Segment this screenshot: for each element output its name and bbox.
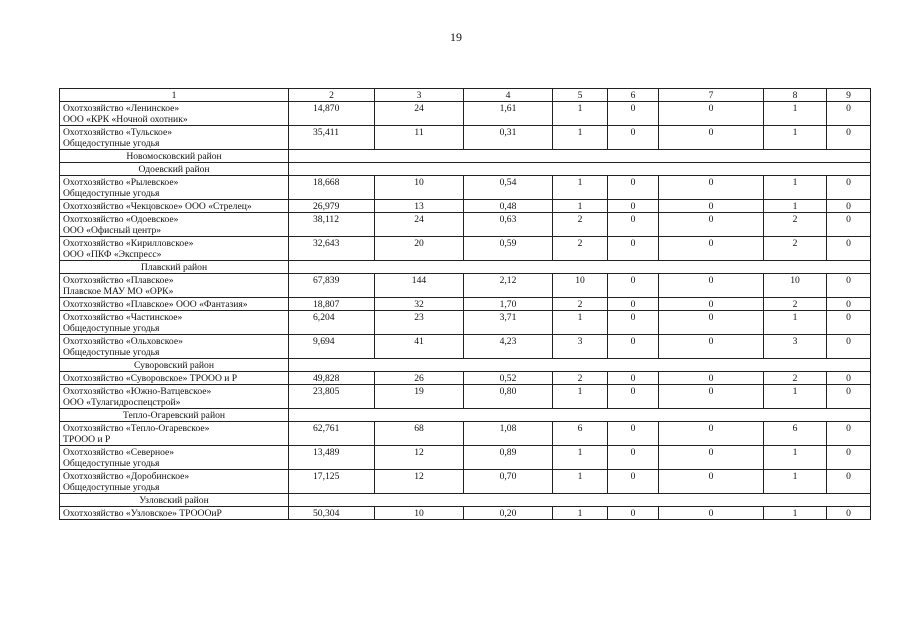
cell-col-7: 0: [659, 274, 764, 298]
cell-col-8: 6: [764, 422, 827, 446]
name-line: Охотхозяйство «Частинское»: [63, 312, 183, 323]
cell-col-5: 1: [553, 446, 608, 470]
cell-col-6: 0: [608, 126, 659, 150]
table-row: [60, 422, 871, 446]
name-line: Охотхозяйство «Северное»: [63, 447, 175, 458]
hunting-ground-name: [60, 507, 289, 520]
region-empty-cell: [289, 261, 871, 274]
cell-col-3: 13: [375, 200, 464, 213]
cell-col-9: 0: [827, 422, 871, 446]
cell-col-7: 0: [659, 470, 764, 494]
cell-col-6: 0: [608, 385, 659, 409]
cell-col-3: 32: [375, 298, 464, 311]
cell-col-4: 1,70: [464, 298, 553, 311]
cell-col-4: 0,89: [464, 446, 553, 470]
name-line: Общедоступные угодья: [63, 188, 160, 199]
cell-col-2: 17,125: [289, 470, 375, 494]
cell-col-6: 0: [608, 507, 659, 520]
cell-col-9: 0: [827, 470, 871, 494]
hunting-ground-name: [60, 126, 289, 150]
column-header-8: 8: [764, 89, 827, 102]
name-line: Охотхозяйство «Тульское»: [63, 127, 173, 138]
cell-col-9: 0: [827, 311, 871, 335]
table-row: [60, 372, 871, 385]
cell-col-7: 0: [659, 311, 764, 335]
cell-col-8: 2: [764, 237, 827, 261]
region-row: [60, 261, 871, 274]
cell-col-8: 1: [764, 446, 827, 470]
region-row: [60, 409, 871, 422]
cell-col-9: 0: [827, 507, 871, 520]
region-name: Плавский район: [60, 261, 289, 274]
cell-col-7: 0: [659, 335, 764, 359]
cell-col-5: 1: [553, 200, 608, 213]
name-line: Охотхозяйство «Чекцовское» ООО «Стрелец»: [63, 201, 252, 212]
cell-col-9: 0: [827, 126, 871, 150]
region-name: Суворовский район: [60, 359, 289, 372]
name-line: ООО «Тулагидроспецстрой»: [63, 397, 181, 408]
cell-col-2: 62,761: [289, 422, 375, 446]
table-row: [60, 126, 871, 150]
name-line: Охотхозяйство «Суворовское» ТРООО и Р: [63, 373, 238, 384]
cell-col-9: 0: [827, 385, 871, 409]
cell-col-3: 68: [375, 422, 464, 446]
cell-col-3: 12: [375, 470, 464, 494]
cell-col-8: 1: [764, 311, 827, 335]
name-line: Общедоступные угодья: [63, 138, 160, 149]
cell-col-3: 41: [375, 335, 464, 359]
cell-col-2: 38,112: [289, 213, 375, 237]
cell-col-6: 0: [608, 200, 659, 213]
cell-col-2: 14,870: [289, 102, 375, 126]
hunting-ground-name: [60, 213, 289, 237]
hunting-ground-name: [60, 298, 289, 311]
cell-col-2: 23,805: [289, 385, 375, 409]
column-header-4: 4: [464, 89, 553, 102]
cell-col-5: 6: [553, 422, 608, 446]
name-line: Плавское МАУ МО «ОРК»: [63, 286, 174, 297]
hunting-ground-name: [60, 372, 289, 385]
cell-col-4: 2,12: [464, 274, 553, 298]
name-line: Охотхозяйство «Плавское» ООО «Фантазия»: [63, 299, 248, 310]
cell-col-8: 10: [764, 274, 827, 298]
name-line: Общедоступные угодья: [63, 458, 160, 469]
cell-col-3: 23: [375, 311, 464, 335]
region-name: Новомосковский район: [60, 150, 289, 163]
cell-col-8: 1: [764, 470, 827, 494]
cell-col-5: 2: [553, 213, 608, 237]
cell-col-9: 0: [827, 372, 871, 385]
cell-col-6: 0: [608, 274, 659, 298]
cell-col-5: 2: [553, 237, 608, 261]
cell-col-6: 0: [608, 446, 659, 470]
cell-col-2: 9,694: [289, 335, 375, 359]
cell-col-4: 0,63: [464, 213, 553, 237]
cell-col-2: 18,807: [289, 298, 375, 311]
region-empty-cell: [289, 409, 871, 422]
cell-col-4: 0,31: [464, 126, 553, 150]
cell-col-8: 1: [764, 126, 827, 150]
cell-col-7: 0: [659, 176, 764, 200]
cell-col-3: 24: [375, 102, 464, 126]
cell-col-7: 0: [659, 422, 764, 446]
name-line: Общедоступные угодья: [63, 482, 160, 493]
table-row: [60, 102, 871, 126]
name-line: ООО «КРК «Ночной охотник»: [63, 114, 188, 125]
cell-col-6: 0: [608, 311, 659, 335]
hunting-ground-name: [60, 274, 289, 298]
name-line: Охотхозяйство «Одоевское»: [63, 214, 179, 225]
cell-col-2: 6,204: [289, 311, 375, 335]
page-number: 19: [450, 30, 462, 44]
cell-col-8: 1: [764, 507, 827, 520]
cell-col-9: 0: [827, 298, 871, 311]
cell-col-3: 10: [375, 507, 464, 520]
cell-col-4: 0,48: [464, 200, 553, 213]
cell-col-9: 0: [827, 274, 871, 298]
table-row: [60, 385, 871, 409]
column-header-3: 3: [375, 89, 464, 102]
cell-col-5: 10: [553, 274, 608, 298]
name-line: ООО «Офисный центр»: [63, 225, 162, 236]
region-row: [60, 359, 871, 372]
cell-col-8: 2: [764, 213, 827, 237]
table-row: [60, 176, 871, 200]
cell-col-7: 0: [659, 200, 764, 213]
cell-col-9: 0: [827, 200, 871, 213]
cell-col-5: 1: [553, 176, 608, 200]
cell-col-6: 0: [608, 213, 659, 237]
cell-col-5: 1: [553, 507, 608, 520]
cell-col-5: 1: [553, 311, 608, 335]
cell-col-5: 2: [553, 298, 608, 311]
name-line: Охотхозяйство «Тепло-Огаревское»: [63, 423, 210, 434]
hunting-ground-name: [60, 200, 289, 213]
cell-col-7: 0: [659, 213, 764, 237]
cell-col-8: 1: [764, 385, 827, 409]
cell-col-3: 10: [375, 176, 464, 200]
cell-col-2: 35,411: [289, 126, 375, 150]
table-row: [60, 298, 871, 311]
cell-col-9: 0: [827, 213, 871, 237]
cell-col-4: 0,70: [464, 470, 553, 494]
cell-col-8: 2: [764, 372, 827, 385]
cell-col-7: 0: [659, 446, 764, 470]
cell-col-4: 0,59: [464, 237, 553, 261]
name-line: Охотхозяйство «Ленинское»: [63, 103, 180, 114]
cell-col-9: 0: [827, 237, 871, 261]
table-header: [60, 89, 871, 102]
cell-col-7: 0: [659, 372, 764, 385]
cell-col-7: 0: [659, 385, 764, 409]
cell-col-6: 0: [608, 102, 659, 126]
cell-col-7: 0: [659, 298, 764, 311]
cell-col-4: 0,54: [464, 176, 553, 200]
name-line: Охотхозяйство «Рылевское»: [63, 177, 179, 188]
column-header-6: 6: [608, 89, 659, 102]
hunting-ground-name: [60, 176, 289, 200]
name-line: Охотхозяйство «Южно-Ватцевское»: [63, 386, 212, 397]
table-row: [60, 335, 871, 359]
name-line: Охотхозяйство «Кирилловское»: [63, 238, 194, 249]
cell-col-3: 26: [375, 372, 464, 385]
cell-col-5: 1: [553, 385, 608, 409]
region-name: Одоевский район: [60, 163, 289, 176]
cell-col-9: 0: [827, 176, 871, 200]
cell-col-4: 4,23: [464, 335, 553, 359]
name-line: Общедоступные угодья: [63, 323, 160, 334]
name-line: ООО «ПКФ «Экспресс»: [63, 249, 162, 260]
cell-col-8: 1: [764, 102, 827, 126]
column-header-2: 2: [289, 89, 375, 102]
table-row: [60, 237, 871, 261]
table-row: [60, 213, 871, 237]
cell-col-2: 18,668: [289, 176, 375, 200]
region-empty-cell: [289, 150, 871, 163]
region-row: [60, 494, 871, 507]
cell-col-8: 1: [764, 200, 827, 213]
cell-col-3: 24: [375, 213, 464, 237]
hunting-ground-name: [60, 335, 289, 359]
hunting-ground-name: [60, 470, 289, 494]
hunting-ground-name: [60, 385, 289, 409]
region-empty-cell: [289, 359, 871, 372]
cell-col-5: 3: [553, 335, 608, 359]
column-header-1: 1: [60, 89, 289, 102]
region-empty-cell: [289, 494, 871, 507]
region-row: [60, 150, 871, 163]
cell-col-4: 0,20: [464, 507, 553, 520]
cell-col-5: 1: [553, 470, 608, 494]
cell-col-8: 3: [764, 335, 827, 359]
cell-col-3: 12: [375, 446, 464, 470]
cell-col-6: 0: [608, 298, 659, 311]
table-row: [60, 274, 871, 298]
cell-col-3: 144: [375, 274, 464, 298]
cell-col-7: 0: [659, 507, 764, 520]
name-line: Охотхозяйство «Плавское»: [63, 275, 174, 286]
region-row: [60, 163, 871, 176]
cell-col-4: 1,61: [464, 102, 553, 126]
table-body: [60, 102, 871, 520]
cell-col-5: 1: [553, 126, 608, 150]
cell-col-7: 0: [659, 237, 764, 261]
region-name: Узловский район: [60, 494, 289, 507]
hunting-ground-name: [60, 237, 289, 261]
cell-col-2: 50,304: [289, 507, 375, 520]
table-row: [60, 470, 871, 494]
cell-col-6: 0: [608, 335, 659, 359]
cell-col-3: 11: [375, 126, 464, 150]
name-line: Охотхозяйство «Доробинское»: [63, 471, 190, 482]
column-header-9: 9: [827, 89, 871, 102]
cell-col-8: 2: [764, 298, 827, 311]
hunting-ground-name: [60, 311, 289, 335]
name-line: Охотхозяйство «Узловское» ТРОООиР: [63, 508, 222, 519]
table-row: [60, 446, 871, 470]
cell-col-4: 1,08: [464, 422, 553, 446]
hunting-grounds-table: [59, 88, 871, 520]
cell-col-2: 32,643: [289, 237, 375, 261]
name-line: Общедоступные угодья: [63, 347, 160, 358]
cell-col-8: 1: [764, 176, 827, 200]
cell-col-6: 0: [608, 372, 659, 385]
cell-col-3: 20: [375, 237, 464, 261]
header-row: [60, 89, 871, 102]
hunting-ground-name: [60, 102, 289, 126]
cell-col-7: 0: [659, 126, 764, 150]
name-line: Охотхозяйство «Ольховское»: [63, 336, 183, 347]
cell-col-4: 3,71: [464, 311, 553, 335]
table-row: [60, 311, 871, 335]
region-empty-cell: [289, 163, 871, 176]
cell-col-6: 0: [608, 237, 659, 261]
hunting-ground-name: [60, 422, 289, 446]
cell-col-5: 2: [553, 372, 608, 385]
name-line: ТРООО и Р: [63, 434, 111, 445]
table-row: [60, 507, 871, 520]
cell-col-6: 0: [608, 176, 659, 200]
cell-col-6: 0: [608, 470, 659, 494]
hunting-ground-name: [60, 446, 289, 470]
cell-col-2: 49,828: [289, 372, 375, 385]
cell-col-9: 0: [827, 335, 871, 359]
cell-col-2: 67,839: [289, 274, 375, 298]
column-header-5: 5: [553, 89, 608, 102]
cell-col-2: 13,489: [289, 446, 375, 470]
region-name: Тепло-Огаревский район: [60, 409, 289, 422]
cell-col-6: 0: [608, 422, 659, 446]
cell-col-7: 0: [659, 102, 764, 126]
cell-col-2: 26,979: [289, 200, 375, 213]
cell-col-9: 0: [827, 446, 871, 470]
column-header-7: 7: [659, 89, 764, 102]
cell-col-4: 0,52: [464, 372, 553, 385]
cell-col-9: 0: [827, 102, 871, 126]
table-row: [60, 200, 871, 213]
cell-col-4: 0,80: [464, 385, 553, 409]
cell-col-5: 1: [553, 102, 608, 126]
cell-col-3: 19: [375, 385, 464, 409]
